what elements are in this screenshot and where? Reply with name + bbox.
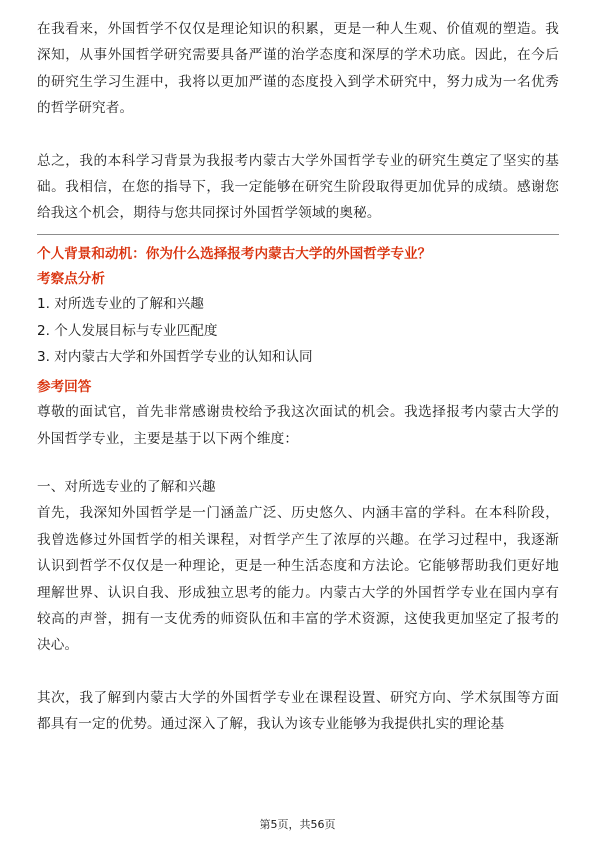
closing-paragraph-1: 在我看来，外国哲学不仅仅是理论知识的积累，更是一种人生观、价值观的塑造。我深知，从事外国哲学研究需要具备严谨的治学态度和深厚的学术功底。因此，在今后的研究生学习生涯中，我将以更加严谨的态度投入到学术研究中，努力成为一名优秀的哲学研究者。 (37, 21, 559, 117)
closing-paragraph-2: 总之，我的本科学习背景为我报考内蒙古大学外国哲学专业的研究生奠定了坚实的基础。我相信，在您的指导下，我一定能够在研究生阶段取得更加优异的成绩。感谢您给我这个机会，期待与您共同探讨外国哲学领域的奥秘。 (37, 152, 559, 222)
list-item: 1. 对所选专业的了解和兴趣 (37, 295, 204, 312)
answer-intro: 尊敬的面试官，首先非常感谢贵校给予我这次面试的机会。我选择报考内蒙古大学的外国哲学专业，主要是基于以下两个维度： (37, 404, 559, 447)
point-one-body: 首先，我深知外国哲学是一门涵盖广泛、历史悠久、内涵丰富的学科。在本科阶段，我曾选修过外国哲学的相关课程，对哲学产生了浓厚的兴趣。在学习过程中，我逐渐认识到哲学不仅仅是一种理论，更是一种生活态度和方法论。它能够帮助我们更好地理解世界、认识自我、形成独立思考的能力。内蒙古大学的外国哲学专业在国内享有较高的声誉，拥有一支优秀的师资队伍和丰富的学术资源，这使我更加坚定了报考的决心。 (37, 505, 559, 654)
point-one-heading: 一、对所选专业的了解和兴趣 (37, 479, 216, 496)
list-item: 3. 对内蒙古大学和外国哲学专业的认知和认同 (37, 349, 313, 366)
page-number: 第5页，共56页 (259, 818, 336, 831)
answer-heading: 参考回答 (37, 379, 92, 396)
analysis-list (37, 291, 559, 371)
section-divider (37, 234, 559, 235)
analysis-heading: 考察点分析 (37, 270, 105, 287)
question-title: 个人背景和动机：你为什么选择报考内蒙古大学的外国哲学专业？ (37, 245, 432, 262)
list-item: 2. 个人发展目标与专业匹配度 (37, 322, 218, 339)
document-page (37, 16, 559, 738)
point-two-body: 其次，我了解到内蒙古大学的外国哲学专业在课程设置、研究方向、学术氛围等方面都具有一定的优势。通过深入了解，我认为该专业能够为我提供扎实的理论基 (37, 689, 559, 733)
